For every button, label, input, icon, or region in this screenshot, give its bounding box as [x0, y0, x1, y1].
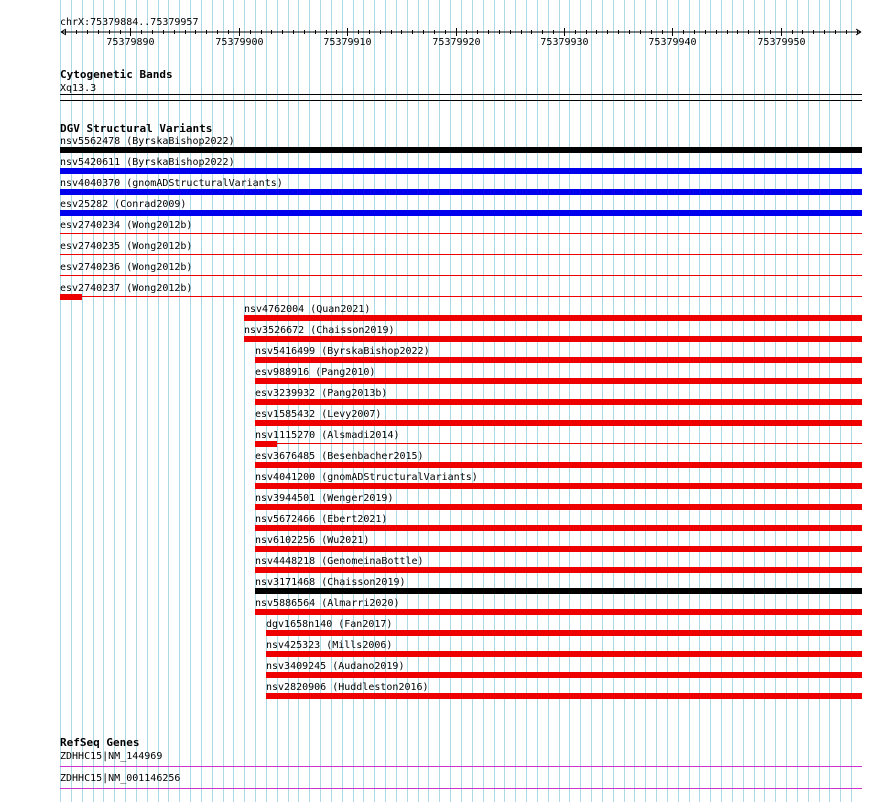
dgv-variant-bar — [60, 189, 862, 195]
dgv-variant-bar — [255, 357, 862, 363]
dgv-variant[interactable] — [255, 598, 862, 615]
dgv-variant-bar — [255, 546, 862, 552]
dgv-variant[interactable] — [255, 493, 862, 510]
dgv-variant[interactable] — [244, 325, 862, 342]
dgv-variant-label: esv2740235 (Wong2012b) — [60, 241, 193, 252]
ruler-tick-label: 75379920 — [432, 37, 481, 48]
dgv-variant-bar — [255, 588, 862, 594]
dgv-variant[interactable] — [255, 388, 862, 405]
dgv-variant-bar — [60, 210, 862, 216]
ruler-tick-label: 75379890 — [106, 37, 155, 48]
dgv-variant[interactable] — [255, 451, 862, 468]
refseq-track-title: RefSeq Genes — [60, 736, 140, 749]
dgv-variant-label: esv3239932 (Pang2013b) — [255, 388, 388, 399]
ruler-tick-label: 75379950 — [757, 37, 806, 48]
dgv-variant-label: nsv6102256 (Wu2021) — [255, 535, 370, 546]
ruler-tick-label: 75379930 — [540, 37, 589, 48]
dgv-variant-label: nsv2820906 (Huddleston2016) — [266, 682, 429, 693]
dgv-variant[interactable] — [255, 535, 862, 552]
cytoband-band-label: Xq13.3 — [60, 83, 97, 94]
dgv-variant-bar — [60, 294, 82, 300]
dgv-variant-bar — [255, 462, 862, 468]
dgv-variant-bar — [255, 567, 862, 573]
ruler-tick-label: 75379940 — [648, 37, 697, 48]
dgv-variant-bar — [255, 441, 277, 447]
dgv-variant[interactable] — [255, 430, 862, 447]
dgv-variant-label: nsv4448218 (GenomeinaBottle) — [255, 556, 424, 567]
dgv-variant-bar — [60, 147, 862, 153]
dgv-variant-label: nsv3526672 (Chaisson2019) — [244, 325, 395, 336]
dgv-variant[interactable] — [255, 346, 862, 363]
dgv-variant-label: esv3676485 (Besenbacher2015) — [255, 451, 424, 462]
dgv-variant-label: nsv4041200 (gnomADStructuralVariants) — [255, 472, 478, 483]
dgv-variant-bar — [266, 672, 862, 678]
dgv-variant-bar — [255, 525, 862, 531]
dgv-variant-bar — [255, 399, 862, 405]
dgv-variant-label: nsv1115270 (Alsmadi2014) — [255, 430, 400, 441]
dgv-variant-label: esv2740237 (Wong2012b) — [60, 283, 193, 294]
ruler-tick-label: 75379900 — [215, 37, 264, 48]
dgv-variant-label: esv2740234 (Wong2012b) — [60, 220, 193, 231]
dgv-variant-bar — [266, 630, 862, 636]
dgv-variant[interactable] — [266, 661, 862, 678]
dgv-variant-label: nsv5886564 (Almarri2020) — [255, 598, 400, 609]
dgv-variant-label: nsv425323 (Mills2006) — [266, 640, 393, 651]
dgv-variant-label: nsv4762004 (Quan2021) — [244, 304, 371, 315]
dgv-variant-label: nsv4040370 (gnomADStructuralVariants) — [60, 178, 283, 189]
dgv-variant-bar — [244, 336, 862, 342]
dgv-variant[interactable] — [244, 304, 862, 321]
ruler-tick-label: 75379910 — [323, 37, 372, 48]
dgv-variant[interactable] — [266, 682, 862, 699]
dgv-variant-label: esv988916 (Pang2010) — [255, 367, 376, 378]
dgv-variant-label: nsv5416499 (ByrskaBishop2022) — [255, 346, 430, 357]
dgv-variant[interactable] — [255, 556, 862, 573]
dgv-variant-bar — [255, 483, 862, 489]
dgv-variant-label: nsv3409245 (Audano2019) — [266, 661, 405, 672]
dgv-variant-label: nsv3944501 (Wenger2019) — [255, 493, 394, 504]
refseq-gene-label: ZDHHC15|NM_144969 — [60, 751, 163, 762]
dgv-variant-label: dgv1658n140 (Fan2017) — [266, 619, 393, 630]
dgv-variant[interactable] — [255, 367, 862, 384]
dgv-variant-label: nsv5672466 (Ebert2021) — [255, 514, 388, 525]
dgv-variant-bar — [255, 378, 862, 384]
dgv-variant[interactable] — [266, 619, 862, 636]
dgv-track-title: DGV Structural Variants — [60, 122, 213, 135]
dgv-variant[interactable] — [255, 409, 862, 426]
dgv-variant-label: nsv5562478 (ByrskaBishop2022) — [60, 136, 235, 147]
dgv-variant-label: esv1585432 (Levy2007) — [255, 409, 382, 420]
dgv-variant-label: esv25282 (Conrad2009) — [60, 199, 187, 210]
dgv-variant-bar — [255, 504, 862, 510]
dgv-variant-bar — [255, 420, 862, 426]
dgv-variant[interactable] — [255, 514, 862, 531]
dgv-variant[interactable] — [255, 472, 862, 489]
cytoband-track-title: Cytogenetic Bands — [60, 68, 173, 81]
refseq-gene-label: ZDHHC15|NM_001146256 — [60, 773, 181, 784]
dgv-variant[interactable] — [266, 640, 862, 657]
dgv-variant-bar — [60, 168, 862, 174]
dgv-variant-label: nsv5420611 (ByrskaBishop2022) — [60, 157, 235, 168]
dgv-variant-bar — [266, 651, 862, 657]
dgv-variant-bar — [244, 315, 862, 321]
dgv-variant-bar — [266, 693, 862, 699]
dgv-variant[interactable] — [255, 577, 862, 594]
ruler-range-label: chrX:75379884..75379957 — [60, 17, 199, 28]
dgv-variant-label: esv2740236 (Wong2012b) — [60, 262, 193, 273]
dgv-variant-bar — [255, 609, 862, 615]
coordinate-ruler — [60, 17, 861, 48]
dgv-variant-label: nsv3171468 (Chaisson2019) — [255, 577, 406, 588]
